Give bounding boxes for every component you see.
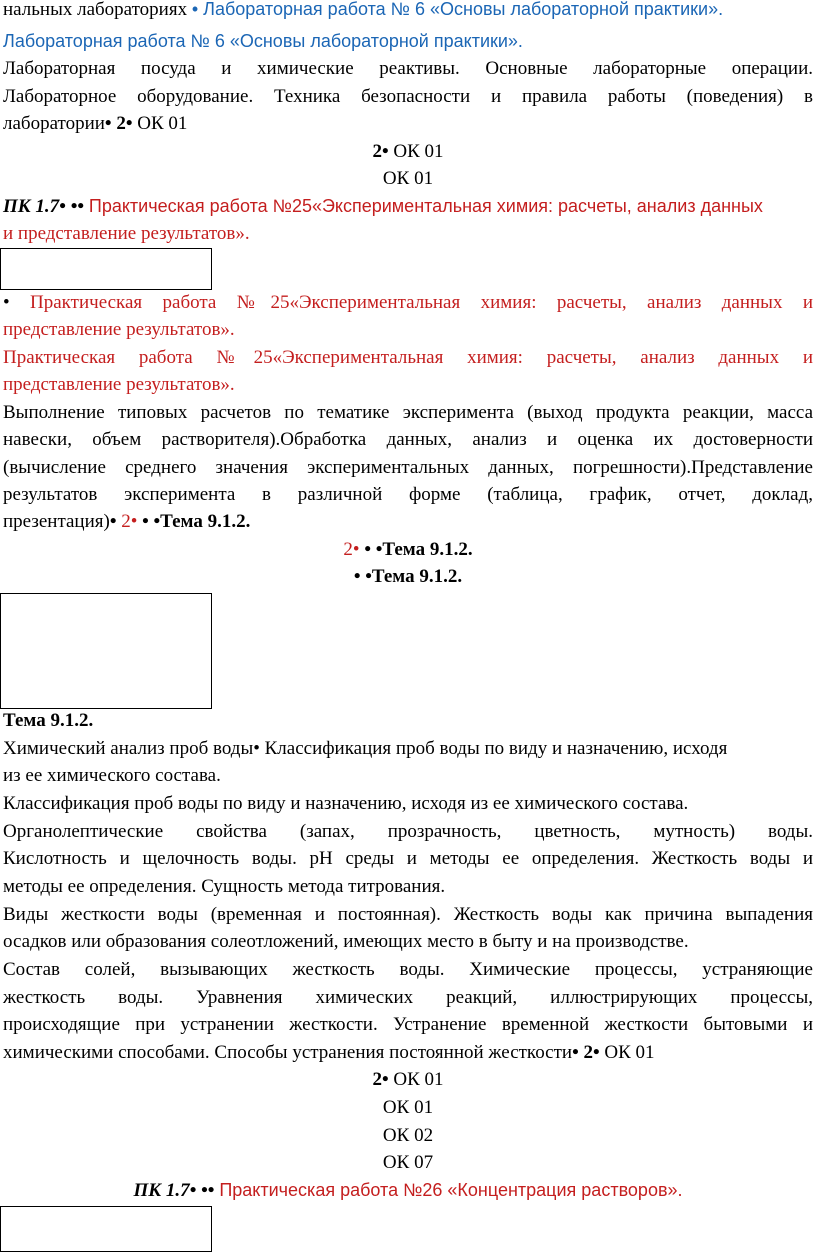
text-line: и представление результатов». xyxy=(3,223,250,244)
text-line: ПК 1.7• •• Практическая работа №26 «Концентрация растворов». xyxy=(133,1180,683,1201)
text-line: методы ее определения. Сущность метода титрования. xyxy=(3,876,446,897)
text-line: Кислотность и щелочность воды. pH среды и методы ее определения. Жесткость воды и xyxy=(3,848,813,869)
empty-box xyxy=(0,248,212,290)
practical-work-link[interactable]: Практическая работа №25«Экспериментальная химия: расчеты, анализ данных xyxy=(83,196,763,216)
text-line: химическими способами. Способы устранения постоянной жесткости• 2• ОК 01 xyxy=(3,1042,655,1063)
competency-code: ОК 01 xyxy=(382,168,434,189)
competency-code: ОК 01 xyxy=(382,1097,434,1118)
topic-heading: • •Тема 9.1.2. xyxy=(353,566,463,587)
competency-code: 2• ОК 01 xyxy=(372,1069,444,1090)
text-line: из ее химического состава. xyxy=(3,765,221,786)
text-line: Виды жесткости воды (временная и постоянная). Жесткость воды как причина выпадения xyxy=(3,904,813,925)
text-line: Состав солей, вызывающих жесткость воды. Химические процессы, устраняющие xyxy=(3,959,813,980)
topic-heading: 2• • •Тема 9.1.2. xyxy=(343,539,473,560)
empty-box xyxy=(0,1206,212,1252)
text-line: (вычисление среднего значения экспериментальных данных, погрешности).Представление xyxy=(3,457,813,478)
text-line: навески, объем растворителя).Обработка данных, анализ и оценка их достоверности xyxy=(3,429,813,450)
text-line: представление результатов». xyxy=(3,374,235,395)
competency-code: 2• ОК 01 xyxy=(372,141,444,162)
competency-code: ОК 02 xyxy=(382,1125,434,1146)
lab-work-link[interactable]: • Лабораторная работа № 6 «Основы лабораторной практики». xyxy=(191,0,724,19)
lab-work-heading: Лабораторная работа № 6 «Основы лабораторной практики». xyxy=(3,31,523,51)
text-line: • Практическая работа №25«Экспериментальная химия: расчеты, анализ данных и xyxy=(3,292,813,313)
topic-heading: Тема 9.1.2. xyxy=(3,710,94,731)
text-line: Практическая работа №25«Экспериментальная химия: расчеты, анализ данных и xyxy=(3,347,813,368)
text-line: результатов эксперимента в различной форме (таблица, график, отчет, доклад, xyxy=(3,484,813,505)
text-line: ПК 1.7• •• Практическая работа №25«Экспериментальная химия: расчеты, анализ данных xyxy=(3,196,763,217)
practical-work-link[interactable]: Практическая работа №26 «Концентрация растворов». xyxy=(214,1180,683,1200)
text-line: Лабораторная посуда и химические реактивы. Основные лабораторные операции. xyxy=(3,58,813,79)
competency-code: ОК 07 xyxy=(382,1152,434,1173)
text-line: презентация)• 2• • •Тема 9.1.2. xyxy=(3,511,251,532)
text-line: представление результатов». xyxy=(3,319,235,340)
text-line: происходящие при устранении жесткости. Устранение временной жесткости бытовыми и xyxy=(3,1014,813,1035)
text-line: осадков или образования солеотложений, имеющих место в быту и на производстве. xyxy=(3,931,689,952)
text-line: Лабораторное оборудование. Техника безопасности и правила работы (поведения) в xyxy=(3,86,813,107)
text-line: жесткость воды. Уравнения химических реакций, иллюстрирующих процессы, xyxy=(3,987,813,1008)
text-line: Химический анализ проб воды• Классификация проб воды по виду и назначению, исходя xyxy=(3,738,728,759)
text-line: Классификация проб воды по виду и назначению, исходя из ее химического состава. xyxy=(3,793,689,814)
text-line: Органолептические свойства (запах, прозрачность, цветность, мутность) воды. xyxy=(3,821,813,842)
text-line: нальных лабораториях • Лабораторная работа № 6 «Основы лабораторной практики». xyxy=(3,0,724,20)
text-line: Выполнение типовых расчетов по тематике эксперимента (выход продукта реакции, масса xyxy=(3,402,813,423)
text-line: лаборатории• 2• ОК 01 xyxy=(3,113,188,134)
empty-box xyxy=(0,593,212,709)
